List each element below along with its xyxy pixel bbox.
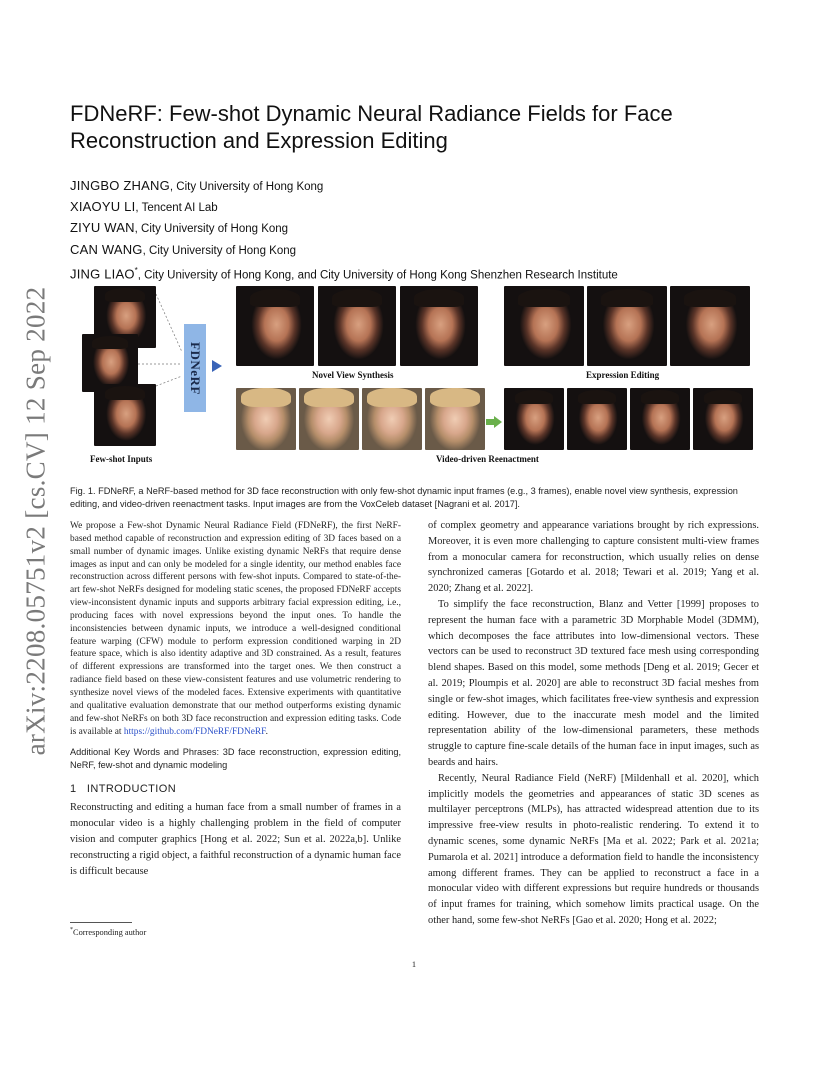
driving-video-frame [362, 388, 422, 450]
teaser-figure [72, 284, 756, 470]
reenacted-frame [504, 388, 564, 450]
body-paragraph: To simplify the face reconstruction, Blanz and Vetter [1999] proposes to represent the human face with a parametric 3D Morphable Model (3DMM), which decomposes the face attributes into low-dimensional vectors. These vectors can be used to reconstruct 3D textured face mesh using corresponding blend shapes. Based on this model, some methods [Deng et al. 2019; Gecer et al. 2019; Ploumpis et al. 2020] are able to reconstruct 3D facial meshes from single or few-shot images, which facilitates free-view synthesis and expression editing. However, due to the inaccurate mesh model and the limited representation ability of the low-dimensional parameters, these methods struggle to capture fine-scale details of the human face in input images, such as beards and hairs. [428, 598, 759, 768]
footnote-text: Corresponding author [73, 927, 147, 937]
fdnerf-model-bar [184, 324, 206, 412]
author-line [70, 240, 790, 261]
author-name: XIAOYU LI [70, 199, 136, 215]
driving-video-frame [425, 388, 485, 450]
author-name: JINGBO ZHANG [70, 178, 170, 193]
author-name: ZIYU WAN [70, 220, 135, 236]
code-link[interactable]: https://github.com/FDNeRF/FDNeRF [123, 726, 266, 737]
author-line [70, 197, 790, 218]
expression-edit-image [587, 286, 667, 366]
body-paragraph: of complex geometry and appearance variations brought by rich expressions. Moreover, it is even more challenging to capture consistent multi-view frames from a monocular camera for reconstruction, which usually relies on dense synchronized cameras [Gotardo et al. 2018; Tewari et al. 2019; Yang et al. 2020; Zhang et al. 2022]. [428, 520, 759, 595]
footnote [70, 927, 146, 937]
arrow-right-icon [212, 360, 222, 372]
body-paragraph: Recently, Neural Radiance Field (NeRF) [Mildenhall et al. 2020], which implicitly models the geometries and appearances of static 3D scenes as multilayer perceptrons (MLPs), has attracted widespread attention due to its impressive free-view results in photo-realistic rendering. To extend it to dynamic scenes, some dynamic NeRFs [Ma et al. 2022; Park et al. 2021a; Pumarola et al. 2021] introduce a deformation field to handle the inconsistency among different frames. They can be applied to reconstruct a face in a monocular video with different expressions but require hundreds or thousands of input frames for training, which somehow limits practical usage. On the other hand, some few-shot NeRFs [Gao et al. 2020; Hong et al. 2022; [428, 772, 759, 926]
reenacted-frame [693, 388, 753, 450]
author-list [70, 176, 790, 285]
expression-edit-image [504, 286, 584, 366]
novel-view-image [236, 286, 314, 366]
green-arrow-icon [486, 416, 502, 428]
driving-video-frame [299, 388, 359, 450]
abstract-end: . [265, 726, 268, 737]
driving-video-frame [236, 388, 296, 450]
author-affiliation: , City University of Hong Kong [134, 223, 289, 236]
label-few-shot-inputs: Few-shot Inputs [90, 454, 153, 464]
label-novel-view-synthesis: Novel View Synthesis [312, 370, 394, 380]
expression-edit-image [670, 286, 750, 366]
author-affiliation: , Tencent AI Lab [135, 202, 218, 215]
author-name: CAN WANG [70, 241, 143, 257]
author-line [70, 218, 790, 239]
arxiv-identifier [20, 286, 52, 756]
page-number: 1 [411, 960, 417, 969]
author-line [70, 261, 790, 286]
figure-caption: Fig. 1. FDNeRF, a NeRF-based method for 3D face reconstruction with only few-shot dynamic input frames (e.g., 3 frames), enable novel view synthesis, expression editing, and video-driven reenactment tasks. Input images are from the VoxCeleb dataset [Nagrani et al. 2017]. [70, 486, 738, 510]
input-face-image [94, 384, 156, 446]
fdnerf-bar-label: FDNeRF [188, 341, 203, 395]
novel-view-image [318, 286, 396, 366]
author-affiliation: , City University of Hong Kong, and City University of Hong Kong Shenzhen Research Institute [137, 269, 618, 282]
arxiv-identifier-text: arXiv:2208.05751v2 [cs.CV] 12 Sep 2022 [20, 286, 51, 756]
intro-paragraph: Reconstructing and editing a human face from a small number of frames in a monocular video is a highly challenging problem in the field of computer vision and computer graphics [Hong et al. 2022; Sun et al. 2022a,b]. Unlike reconstructing a rigid object, a faithful reconstruction of a dynamic human face is difficult because [70, 802, 401, 877]
abstract [70, 520, 401, 738]
keywords: Additional Key Words and Phrases: 3D face reconstruction, expression editing, NeRF, few-shot and dynamic modeling [70, 747, 401, 771]
author-affiliation: , City University of Hong Kong [142, 244, 297, 257]
author-line [70, 176, 790, 197]
label-expression-editing: Expression Editing [586, 370, 660, 380]
paper-title: FDNeRF: Few-shot Dynamic Neural Radiance Fields for Face Reconstruction and Expression Editing [70, 101, 673, 153]
author-name: JING LIAO [70, 266, 135, 282]
abstract-text: We propose a Few-shot Dynamic Neural Radiance Field (FDNeRF), the first NeRF-based method capable of reconstruction and expression editing of 3D faces based on a small number of dynamic images. Unlike existing dynamic NeRFs that require dense images as input and can only be modeled for a single identity, our method enables face reconstruction across different persons with few-shot inputs. Compared to state-of-the-art few-shot NeRFs designed for modeling static scenes, the proposed FDNeRF accepts view-inconsistent dynamic inputs and supports arbitrary facial expression editing, i.e., producing faces with novel expressions beyond the input ones. To handle the inconsistencies between dynamic inputs, we introduce a well-designed conditional feature warping (CFW) module to perform expression conditioned warping in 2D feature space, which is also identity adaptive and 3D constrained. As a result, features of different expressions are transformed into the target ones. We then construct a radiance field based on these view-consistent features and use volumetric rendering to synthesize novel views of the modeled faces. Extensive experiments with quantitative and qualitative evaluation demonstrate that our method outperforms existing dynamic and few-shot NeRFs on both 3D face reconstruction and expression editing tasks. Code is available at [70, 521, 401, 737]
reenacted-frame [630, 388, 690, 450]
section-title: INTRODUCTION [86, 783, 177, 796]
left-column [70, 520, 401, 879]
section-heading [70, 781, 401, 797]
footnote-rule [70, 922, 132, 923]
label-video-driven-reenactment: Video-driven Reenactment [436, 454, 539, 464]
section-number: 1 [70, 783, 77, 796]
novel-view-image [400, 286, 478, 366]
right-column [428, 518, 759, 929]
reenacted-frame [567, 388, 627, 450]
author-affiliation: , City University of Hong Kong [169, 181, 324, 193]
corresponding-mark: * [134, 265, 138, 275]
footnote-mark: * [70, 927, 73, 933]
